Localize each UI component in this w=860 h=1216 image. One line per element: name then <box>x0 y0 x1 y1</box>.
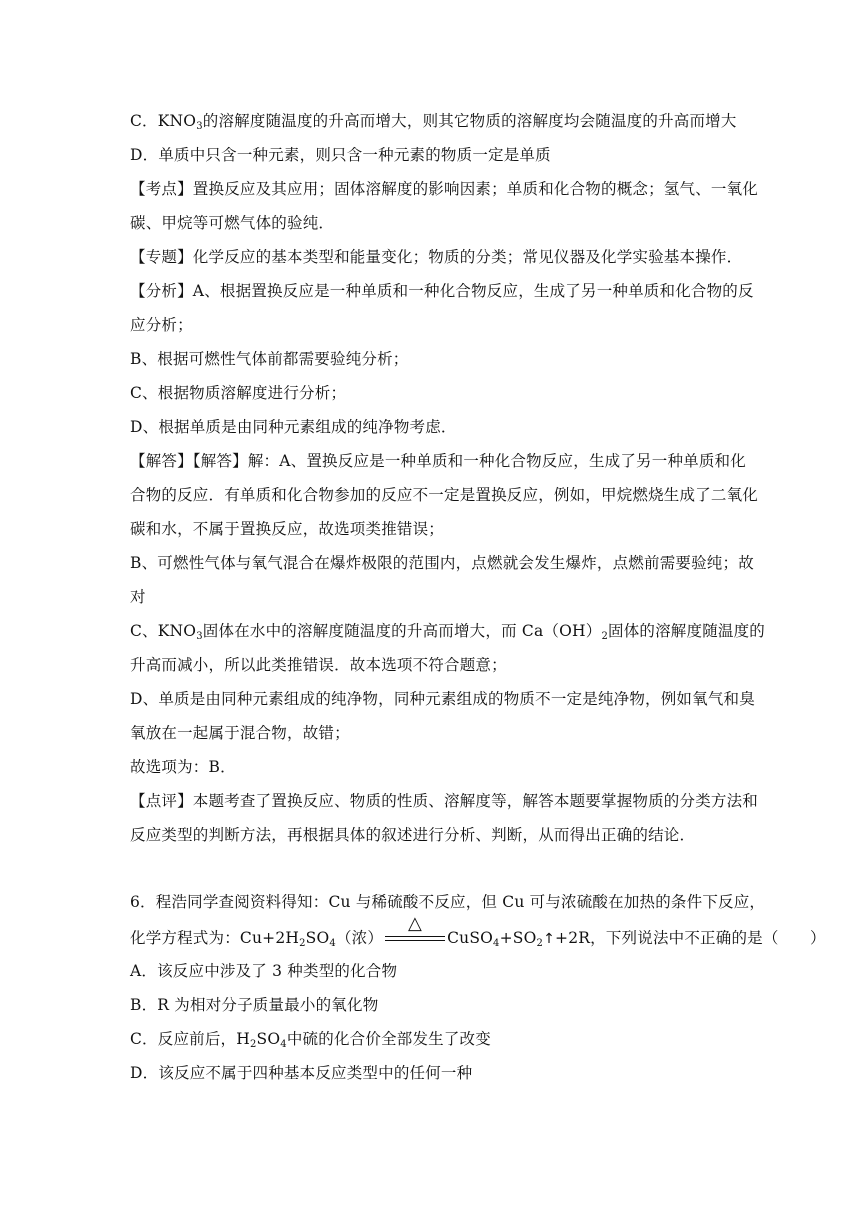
fenxi-c-line: C、根据物质溶解度进行分析； <box>130 384 347 402</box>
jieda-b-line-2: 对 <box>130 588 146 606</box>
jieda-c-line-1: C、$KNO_3$固体在水中的溶解度随温度的升高而增大，而 $Ca(OH)_2$固体的溶解度随温度的 <box>130 622 766 642</box>
option-c-line: C．$KNO_3$的溶解度随温度的升高而增大，则其它物质的溶解度均会随温度的升高而增大 <box>130 112 737 132</box>
jieda-d-line-1: D、单质是由同种元素组成的纯净物，同种元素组成的物质不一定是纯净物，例如氧气和臭 <box>130 690 755 708</box>
jieda-line-1: 【解答】【解答】解：A、置换反应是一种单质和一种化合物反应，生成了另一种单质和化 <box>130 452 746 470</box>
jieda-line-2: 合物的反应．有单质和化合物参加的反应不一定是置换反应，例如，甲烷燃烧生成了二氧化 <box>130 486 759 504</box>
kaodian-line-2: 碳、甲烷等可燃气体的验纯． <box>130 214 335 232</box>
option-d-line: D．单质中只含一种元素，则只含一种元素的物质一定是单质 <box>130 146 551 164</box>
jieda-line-3: 碳和水，不属于置换反应，故选项类推错误； <box>130 520 445 538</box>
question-6-stem: 6．程浩同学查阅资料得知：Cu 与稀硫酸不反应，但 Cu 可与浓硫酸在加热的条件下反应， <box>130 893 766 911</box>
jieda-c-line-2: 升高而减小，所以此类推错误．故本选项不符合题意； <box>130 656 507 674</box>
option-a: A．该反应中涉及了 3 种类型的化合物 <box>130 962 398 980</box>
chemical-equation-line: 化学方程式为：$Cu+2H_2SO_4$（浓） △ $CuSO_4+SO_2↑+2R$，下列说法中不正确的是（ ） <box>130 913 826 949</box>
answer-line: 故选项为：B． <box>130 758 236 776</box>
zhuanti-line: 【专题】化学反应的基本类型和能量变化；物质的分类；常见仪器及化学实验基本操作． <box>130 248 743 266</box>
fenxi-line-2: 应分析； <box>130 316 193 334</box>
option-c: C．反应前后，$H_2SO_4$中硫的化合价全部发生了改变 <box>130 1030 491 1050</box>
option-b: B．R 为相对分子质量最小的氧化物 <box>130 996 379 1014</box>
gas-arrow-icon: ↑ <box>543 931 556 947</box>
reaction-condition <box>385 913 445 947</box>
jieda-d-line-2: 氧放在一起属于混合物，故错； <box>130 724 350 742</box>
jieda-b-line-1: B、可燃性气体与氧气混合在爆炸极限的范围内，点燃就会发生爆炸，点燃前需要验纯；故 <box>130 554 754 572</box>
fenxi-d-line: D、根据单质是由同种元素组成的纯净物考虑． <box>130 418 457 436</box>
dianping-line-1: 【点评】本题考查了置换反应、物质的性质、溶解度等，解答本题要掌握物质的分类方法和 <box>130 792 759 810</box>
dianping-line-2: 反应类型的判断方法，再根据具体的叙述进行分析、判断，从而得出正确的结论． <box>130 826 696 844</box>
fenxi-b-line: B、根据可燃性气体前都需要验纯分析； <box>130 350 409 368</box>
heat-symbol: △ <box>408 913 423 934</box>
option-d: D．该反应不属于四种基本反应类型中的任何一种 <box>130 1064 473 1082</box>
fenxi-line-1: 【分析】A、根据置换反应是一种单质和一种化合物反应，生成了另一种单质和化合物的反 <box>130 282 754 300</box>
kaodian-line-1: 【考点】置换反应及其应用；固体溶解度的影响因素；单质和化合物的概念；氢气、一氧化 <box>130 180 759 198</box>
